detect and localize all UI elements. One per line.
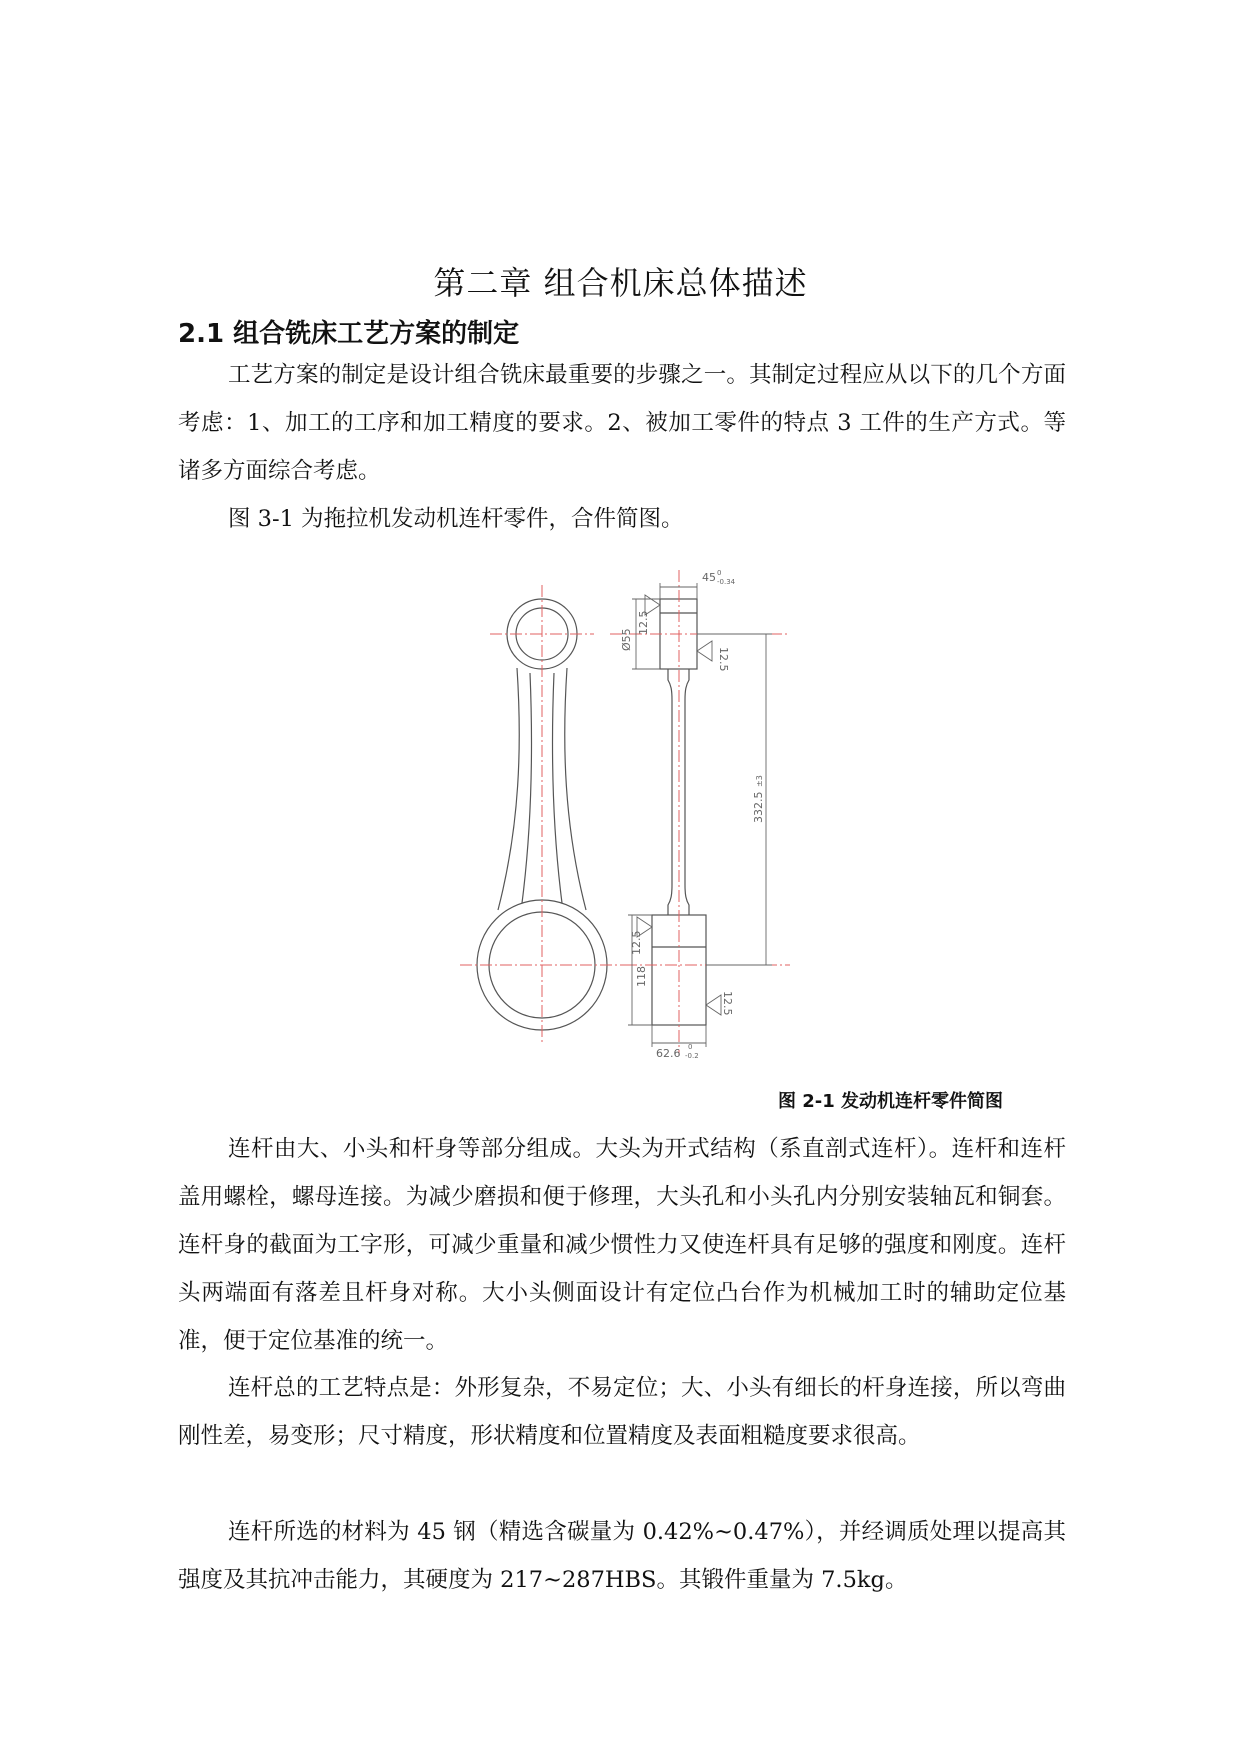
section-title: 2.1 组合铣床工艺方案的制定 xyxy=(178,319,520,349)
center-distance-tol: ±3 xyxy=(755,775,764,787)
paragraph-process-plan: 工艺方案的制定是设计组合铣床最重要的步骤之一。其制定过程应从以下的几个方面考虑：1、加工的工序和加工精度的要求。2、被加工零件的特点 3 工件的生产方式。等诸多方面综合考虑。 xyxy=(178,362,1066,484)
center-distance-label: 332.5 xyxy=(752,791,765,823)
roughness-label-4: 12.5 xyxy=(721,991,734,1016)
roughness-label-1: 12.5 xyxy=(637,610,650,635)
dimension-labels xyxy=(620,569,765,1060)
top-width-tol-lower: -0.34 xyxy=(717,578,736,586)
roughness-label-3: 12.5 xyxy=(630,930,643,955)
paragraph-figure-intro: 图 3-1 为拖拉机发动机连杆零件，合件简图。 xyxy=(228,506,684,532)
bottom-width-tol-upper: 0 xyxy=(688,1043,693,1051)
paragraph-structure: 连杆由大、小头和杆身等部分组成。大头为开式结构（系直剖式连杆）。连杆和连杆盖用螺栓，螺母连接。为减少磨损和便于修理，大头孔和小头孔内分别安装轴瓦和铜套。连杆身的截面为工字形，可减少重量和减少惯性力又使连杆具有足够的强度和刚度。连杆头两端面有落差且杆身对称。大小头侧面设计有定位凸台作为机械加工时的辅助定位基准，便于定位基准的统一。 xyxy=(178,1136,1066,1354)
bottom-width-label: 62.6 xyxy=(656,1047,681,1060)
roughness-label-2: 12.5 xyxy=(717,647,730,672)
top-width-label: 45 xyxy=(702,571,716,584)
figure-caption: 图 2-1 发动机连杆零件简图 xyxy=(778,1091,1004,1112)
bottom-width-tol-lower: -0.2 xyxy=(685,1052,699,1060)
big-end-height-label: 118 xyxy=(635,966,648,987)
connecting-rod-drawing xyxy=(460,565,900,1060)
chapter-title: 第二章 组合机床总体描述 xyxy=(433,264,808,302)
front-view-centerlines xyxy=(460,585,625,1045)
paragraph-material: 连杆所选的材料为 45 钢（精选含碳量为 0.42%~0.47%），并经调质处理以提高其强度及其抗冲击能力，其硬度为 217~287HBS。其锻件重量为 7.5kg。 xyxy=(178,1519,1066,1593)
small-end-dia-label: Ø55 xyxy=(620,628,633,651)
top-width-tol-upper: 0 xyxy=(717,569,722,577)
paragraph-features: 连杆总的工艺特点是：外形复杂，不易定位；大、小头有细长的杆身连接，所以弯曲刚性差，易变形；尺寸精度，形状精度和位置精度及表面粗糙度要求很高。 xyxy=(178,1375,1066,1449)
